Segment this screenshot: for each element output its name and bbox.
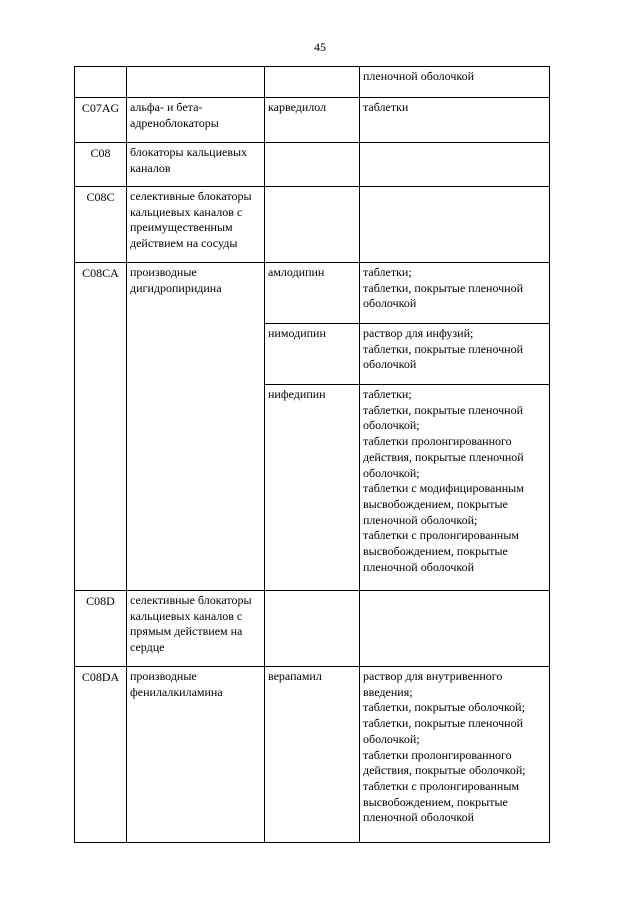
- drug-cell: [265, 591, 360, 667]
- table-row: [75, 667, 550, 843]
- drug-cell: нифедипин: [265, 385, 360, 591]
- group-cell: альфа- и бета- адреноблокаторы: [127, 98, 265, 143]
- group-cell: селективные блокаторы кальциевых каналов с прямым действием на сердце: [127, 591, 265, 667]
- table-row: [75, 187, 550, 263]
- forms-cell: [360, 187, 550, 263]
- group-cell: блокаторы кальциевых каналов: [127, 143, 265, 187]
- atc-code-cell: C08D: [75, 591, 127, 667]
- table-row: [75, 98, 550, 143]
- forms-cell: таблетки; таблетки, покрытые пленочной оболочкой; таблетки пролонгированного действия, покрытые пленочной оболочкой; таблетки с модифицированным высвобождением, покрытые пленочной оболочкой; таблетки с пролонгированным высвобождением, покрытые пленочной оболочкой: [360, 385, 550, 591]
- drug-cell: [265, 143, 360, 187]
- group-cell: производные фенилалкиламина: [127, 667, 265, 843]
- drug-cell: амлодипин: [265, 263, 360, 324]
- table-row: [75, 263, 550, 324]
- atc-code-cell: C08C: [75, 187, 127, 263]
- drug-table: [74, 66, 550, 843]
- table-row: [75, 67, 550, 98]
- group-cell: производные дигидропиридина: [127, 263, 265, 591]
- forms-cell: [360, 591, 550, 667]
- page-number: 45: [314, 40, 326, 54]
- drug-cell: [265, 187, 360, 263]
- atc-code-cell: C08CA: [75, 263, 127, 591]
- drug-cell: нимодипин: [265, 324, 360, 385]
- drug-cell: верапамил: [265, 667, 360, 843]
- atc-code-cell: [75, 67, 127, 98]
- atc-code-cell: C08DA: [75, 667, 127, 843]
- drug-cell: [265, 67, 360, 98]
- table-row: [75, 143, 550, 187]
- group-cell: [127, 67, 265, 98]
- drug-cell: карведилол: [265, 98, 360, 143]
- group-cell: селективные блокаторы кальциевых каналов с преимущественным действием на сосуды: [127, 187, 265, 263]
- atc-code-cell: C08: [75, 143, 127, 187]
- forms-cell: [360, 143, 550, 187]
- forms-cell: таблетки; таблетки, покрытые пленочной оболочкой: [360, 263, 550, 324]
- table-row: [75, 591, 550, 667]
- forms-cell: пленочной оболочкой: [360, 67, 550, 98]
- forms-cell: раствор для внутривенного введения; таблетки, покрытые оболочкой; таблетки, покрытые пленочной оболочкой; таблетки пролонгированного действия, покрытые оболочкой; таблетки с пролонгированным высвобождением, покрытые пленочной оболочкой: [360, 667, 550, 843]
- forms-cell: таблетки: [360, 98, 550, 143]
- atc-code-cell: C07AG: [75, 98, 127, 143]
- forms-cell: раствор для инфузий; таблетки, покрытые пленочной оболочкой: [360, 324, 550, 385]
